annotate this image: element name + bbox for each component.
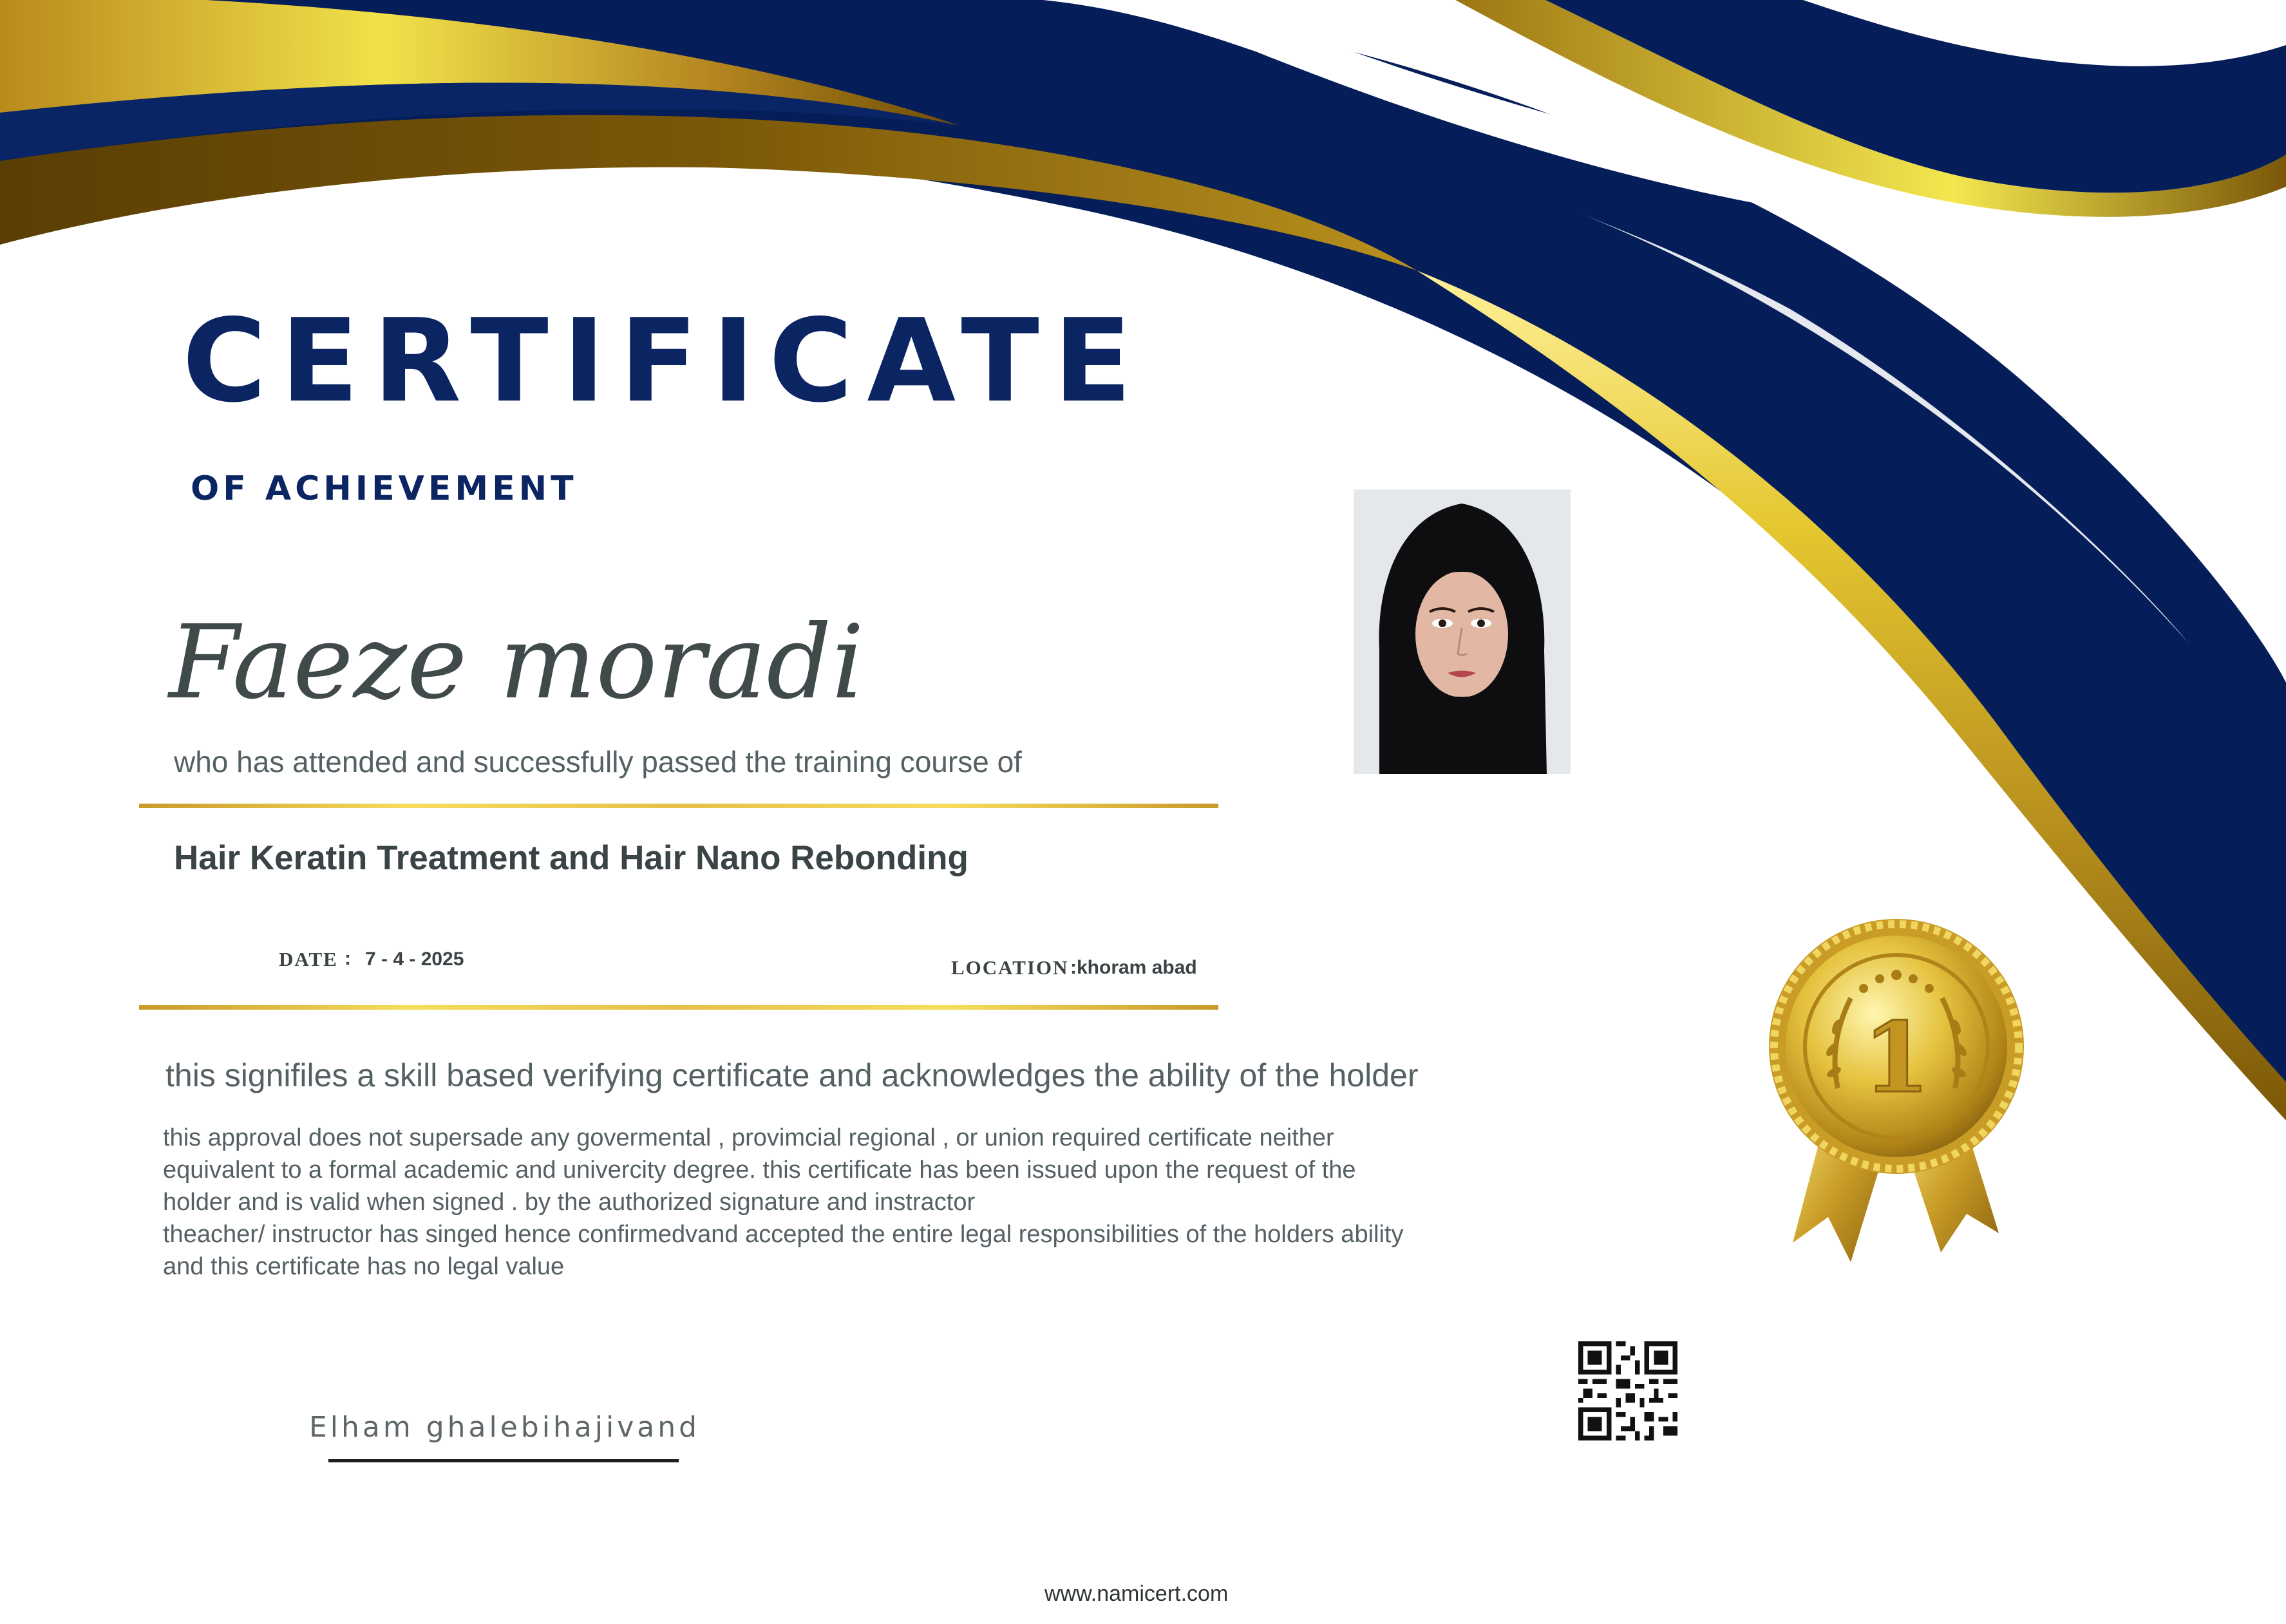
signifies-text: this signifiles a skill based verifying certificate and acknowledges the ability of the holder: [165, 1057, 1419, 1093]
course-name: Hair Keratin Treatment and Hair Nano Rebonding: [174, 839, 968, 877]
date-label: DATE: [279, 948, 338, 970]
certificate-subtitle: OF ACHIEVEMENT: [191, 469, 578, 508]
signature-line: [328, 1459, 679, 1462]
date-separator: :: [345, 948, 351, 969]
date-value: 7 - 4 - 2025: [365, 949, 464, 970]
medal-number: 1: [1862, 1001, 1931, 1115]
disclaimer-line: theacher/ instructor has singed hence confirmedvand accepted the entire legal responsibilities of the holders ability: [163, 1221, 1404, 1248]
gold-divider-bottom: [139, 1005, 1218, 1010]
gold-divider-top: [139, 804, 1218, 808]
location-label: LOCATION: [951, 956, 1069, 979]
certificate-title: CERTIFICATE: [182, 294, 1146, 428]
website-url: www.namicert.com: [1044, 1582, 1229, 1606]
portrait-photo: [1354, 489, 1571, 774]
disclaimer-line: holder and is valid when signed . by the authorized signature and instractor: [163, 1189, 976, 1216]
disclaimer-paragraph: [163, 1122, 1403, 1283]
location-value: :khoram abad: [1070, 957, 1197, 978]
attended-text: who has attended and successfully passed the training course of: [174, 745, 1022, 779]
disclaimer-line: equivalent to a formal academic and univercity degree. this certificate has been issued upon the request of the: [163, 1157, 1356, 1184]
recipient-name: Faeze moradi: [169, 603, 864, 722]
signer-name: Elham ghalebihajivand: [309, 1411, 701, 1444]
disclaimer-line: and this certificate has no legal value: [163, 1253, 565, 1280]
gold-medal-seal: [1767, 914, 2026, 1262]
disclaimer-line: this approval does not supersade any govermental , provimcial regional , or union required certificate neither: [163, 1124, 1334, 1151]
qr-code: [1578, 1341, 1677, 1440]
